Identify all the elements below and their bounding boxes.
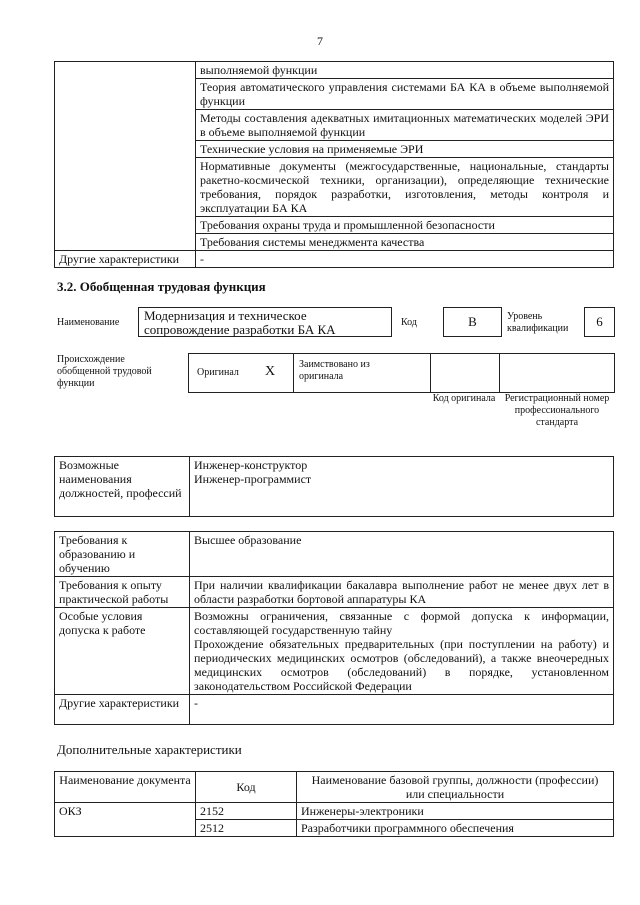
header-code: Код: [196, 772, 297, 803]
origin-box: [188, 353, 615, 393]
knowledge-table: [54, 61, 614, 268]
page-number: 7: [317, 34, 323, 48]
code-label: Код: [401, 317, 417, 328]
position-item: Инженер-программист: [194, 472, 312, 486]
positions-values: [190, 457, 614, 517]
knowledge-row: Требования системы менеджмента качества: [196, 234, 614, 251]
code-value: B: [468, 314, 477, 329]
condition-item: Возможны ограничения, связанные с формой допуска к информации, составляющей государственную тайну: [194, 609, 609, 637]
requirements-table: [54, 531, 614, 725]
borrowed-label: Заимствовано из оригинала: [299, 359, 370, 382]
knowledge-row: Требования охраны труда и промышленной безопасности: [196, 217, 614, 234]
group-name-cell: Инженеры-электроники: [297, 803, 614, 820]
other-value: -: [190, 695, 614, 725]
special-conditions-label: Особые условия допуска к работе: [55, 608, 190, 695]
section-title: 3.2. Обобщенная трудовая функция: [57, 279, 266, 294]
code-original-caption: Код оригинала: [432, 393, 496, 404]
code-cell: 2512: [196, 820, 297, 837]
position-item: Инженер-конструктор: [194, 458, 308, 472]
original-label: Оригинал: [197, 367, 239, 378]
other-characteristics-label: Другие характеристики: [55, 251, 196, 268]
other-label: Другие характеристики: [55, 695, 190, 725]
positions-table: [54, 456, 614, 517]
positions-label: Возможные наименования должностей, профессий: [55, 457, 190, 517]
reg-number-cell: [500, 354, 614, 392]
name-value-box: [138, 307, 392, 337]
name-label: Наименование: [57, 317, 120, 328]
knowledge-row: Нормативные документы (межгосударственные, национальные, стандарты ракетно-космической техники, организации), определяющие технические требования, порядок разработки, изготовления, методы контроля и эксплуатации БА КА: [196, 158, 614, 217]
experience-value: При наличии квалификации бакалавра выполнение работ не менее двух лет в области разработки бортовой аппаратуры КА: [190, 577, 614, 608]
level-label: Уровень квалификации: [507, 311, 569, 334]
level-value-box: [584, 307, 615, 337]
additional-title: Дополнительные характеристики: [57, 742, 242, 757]
origin-label: Происхождение обобщенной трудовой функции: [57, 354, 152, 389]
special-conditions-value: [190, 608, 614, 695]
original-mark: X: [265, 364, 276, 379]
group-name-cell: Разработчики программного обеспечения: [297, 820, 614, 837]
reg-number-caption: Регистрационный номер профессионального стандарта: [504, 393, 610, 428]
education-value: Высшее образование: [190, 532, 614, 577]
empty-label-cell: [55, 62, 196, 251]
level-value: 6: [596, 314, 603, 329]
borrowed-cell: [294, 354, 431, 392]
experience-label: Требования к опыту практической работы: [55, 577, 190, 608]
doc-name-cell: ОКЗ: [55, 803, 196, 837]
header-doc-name: Наименование документа: [55, 772, 196, 803]
condition-item: Прохождение обязательных предварительных (при поступлении на работу) и периодических медицинских осмотров (обследований), а также внеочередных медицинских осмотров (обследований) в порядке, установленном законодательством Российской Федерации: [194, 637, 609, 693]
knowledge-row: Теория автоматического управления системами БА КА в объеме выполняемой функции: [196, 79, 614, 110]
knowledge-row: Технические условия на применяемые ЭРИ: [196, 141, 614, 158]
knowledge-row: выполняемой функции: [196, 62, 614, 79]
code-cell: 2152: [196, 803, 297, 820]
knowledge-row: Методы составления адекватных имитационных математических моделей ЭРИ в объеме выполняемой функции: [196, 110, 614, 141]
name-value: Модернизация и техническое сопровождение разработки БА КА: [144, 308, 336, 337]
code-value-box: [443, 307, 502, 337]
original-cell: [189, 354, 294, 392]
code-original-cell: [431, 354, 500, 392]
education-label: Требования к образованию и обучению: [55, 532, 190, 577]
other-characteristics-value: -: [196, 251, 614, 268]
header-group-name: Наименование базовой группы, должности (профессии) или специальности: [297, 772, 614, 803]
additional-table: [54, 771, 614, 837]
